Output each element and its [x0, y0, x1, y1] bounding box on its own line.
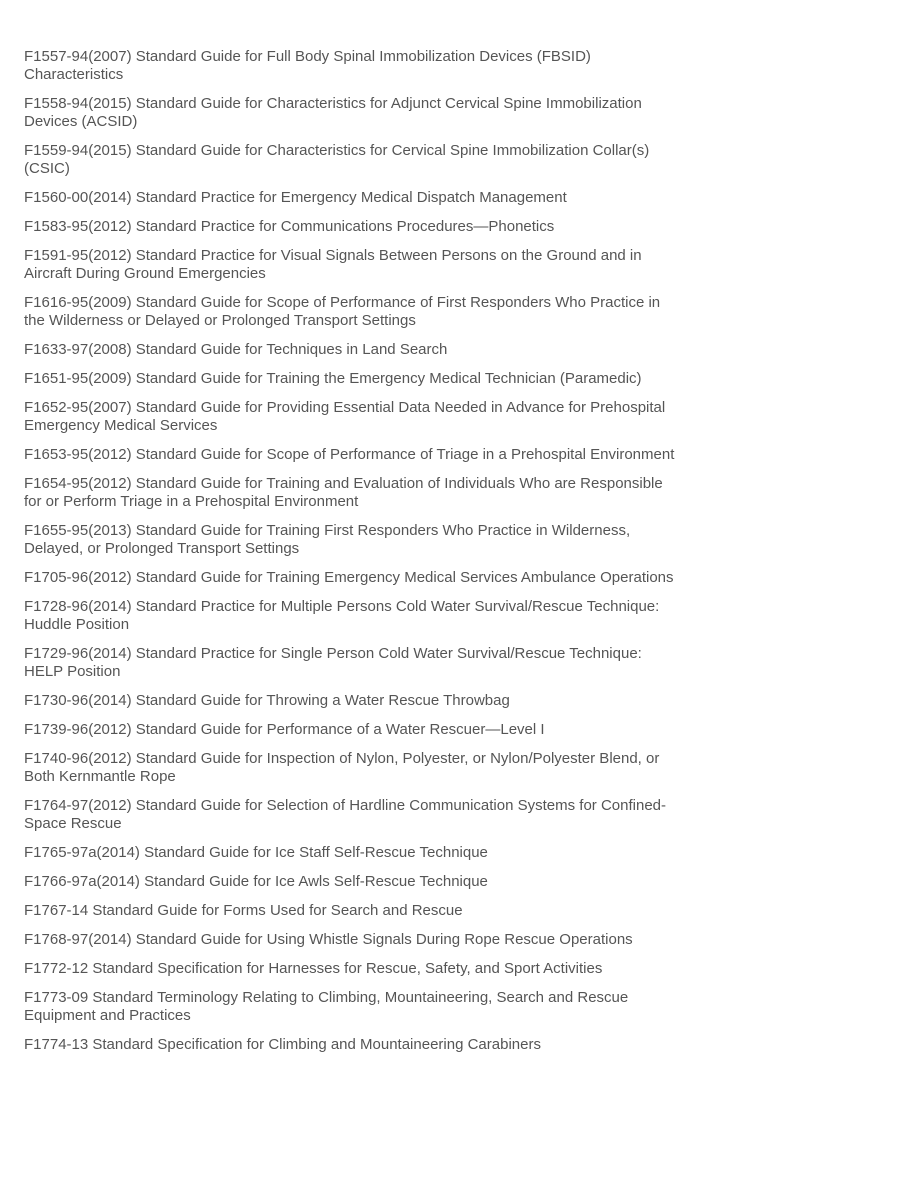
standards-list [24, 48, 684, 1065]
standard-entry: F1767-14 Standard Guide for Forms Used for Search and Rescue [24, 902, 463, 919]
standard-entry: F1591-95(2012) Standard Practice for Visual Signals Between Persons on the Ground and in Aircraft During Ground Emergencies [24, 247, 642, 282]
standard-entry: F1730-96(2014) Standard Guide for Throwing a Water Rescue Throwbag [24, 692, 510, 709]
standard-entry: F1651-95(2009) Standard Guide for Training the Emergency Medical Technician (Paramedic) [24, 370, 642, 387]
standard-entry: F1653-95(2012) Standard Guide for Scope of Performance of Triage in a Prehospital Environment [24, 446, 675, 463]
standard-entry: F1774-13 Standard Specification for Climbing and Mountaineering Carabiners [24, 1036, 541, 1053]
standard-entry: F1616-95(2009) Standard Guide for Scope of Performance of First Responders Who Practice in the Wilderness or Delayed or Prolonged Transport Settings [24, 294, 661, 329]
standard-entry: F1557-94(2007) Standard Guide for Full Body Spinal Immobilization Devices (FBSID) Characteristics [24, 48, 591, 83]
standard-entry: F1728-96(2014) Standard Practice for Multiple Persons Cold Water Survival/Rescue Technique: Huddle Position [24, 598, 660, 633]
standard-entry: F1655-95(2013) Standard Guide for Training First Responders Who Practice in Wilderness, Delayed, or Prolonged Transport Settings [24, 522, 631, 557]
standard-entry: F1765-97a(2014) Standard Guide for Ice Staff Self-Rescue Technique [24, 844, 488, 861]
standard-entry: F1560-00(2014) Standard Practice for Emergency Medical Dispatch Management [24, 189, 567, 206]
standard-entry: F1633-97(2008) Standard Guide for Techniques in Land Search [24, 341, 448, 358]
standard-entry: F1773-09 Standard Terminology Relating to Climbing, Mountaineering, Search and Rescue Equipment and Practices [24, 989, 629, 1024]
standard-entry: F1652-95(2007) Standard Guide for Providing Essential Data Needed in Advance for Prehospital Emergency Medical Services [24, 399, 666, 434]
standard-entry: F1654-95(2012) Standard Guide for Training and Evaluation of Individuals Who are Responsible for or Perform Triage in a Prehospital Environment [24, 475, 663, 510]
standard-entry: F1772-12 Standard Specification for Harnesses for Rescue, Safety, and Sport Activities [24, 960, 603, 977]
standard-entry: F1583-95(2012) Standard Practice for Communications Procedures—Phonetics [24, 218, 555, 235]
standard-entry: F1768-97(2014) Standard Guide for Using Whistle Signals During Rope Rescue Operations [24, 931, 633, 948]
standard-entry: F1764-97(2012) Standard Guide for Selection of Hardline Communication Systems for Confined-Space Rescue [24, 797, 666, 832]
standard-entry: F1558-94(2015) Standard Guide for Characteristics for Adjunct Cervical Spine Immobilization Devices (ACSID) [24, 95, 642, 130]
standard-entry: F1739-96(2012) Standard Guide for Performance of a Water Rescuer—Level I [24, 721, 545, 738]
standard-entry: F1740-96(2012) Standard Guide for Inspection of Nylon, Polyester, or Nylon/Polyester Blend, or Both Kernmantle Rope [24, 750, 660, 785]
standard-entry: F1729-96(2014) Standard Practice for Single Person Cold Water Survival/Rescue Technique: HELP Position [24, 645, 642, 680]
standard-entry: F1559-94(2015) Standard Guide for Characteristics for Cervical Spine Immobilization Collar(s) (CSIC) [24, 142, 650, 177]
standard-entry: F1766-97a(2014) Standard Guide for Ice Awls Self-Rescue Technique [24, 873, 488, 890]
standard-entry: F1705-96(2012) Standard Guide for Training Emergency Medical Services Ambulance Operations [24, 569, 674, 586]
